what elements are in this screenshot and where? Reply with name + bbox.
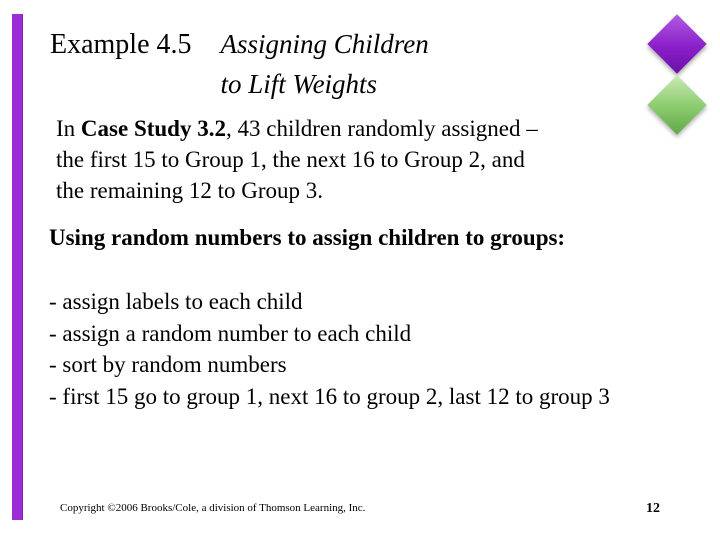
intro-rest: , 43 children randomly assigned – bbox=[225, 116, 538, 141]
green-diamond-icon bbox=[647, 75, 706, 134]
purple-diamond-icon bbox=[647, 14, 706, 73]
side-accent-bar bbox=[12, 14, 22, 520]
intro-prefix: In bbox=[56, 116, 81, 141]
list-item: - sort by random numbers bbox=[49, 352, 287, 377]
list-item: - first 15 go to group 1, next 16 to group 2, last 12 to group 3 bbox=[49, 383, 610, 409]
title-main: Example 4.5 bbox=[50, 29, 192, 60]
title-subtitle-line1: Assigning Children bbox=[220, 29, 429, 59]
intro-line3: the remaining 12 to Group 3. bbox=[56, 178, 324, 203]
copyright-footer: Copyright ©2006 Brooks/Cole, a division of Thomson Learning, Inc. bbox=[60, 502, 366, 514]
steps-list bbox=[49, 286, 629, 412]
title-subtitle bbox=[221, 24, 429, 104]
title-subtitle-line2: to Lift Weights bbox=[220, 69, 378, 99]
intro-case-study: Case Study 3.2 bbox=[80, 116, 226, 141]
intro-line2: the first 15 to Group 1, the next 16 to Group 2, and bbox=[56, 147, 525, 172]
section-heading: Using random numbers to assign children to groups: bbox=[49, 225, 566, 250]
intro-paragraph bbox=[56, 113, 626, 206]
list-item: - assign a random number to each child bbox=[49, 320, 412, 346]
slide-title bbox=[50, 24, 650, 104]
list-item: - assign labels to each child bbox=[49, 289, 303, 314]
page-number: 12 bbox=[646, 501, 660, 516]
